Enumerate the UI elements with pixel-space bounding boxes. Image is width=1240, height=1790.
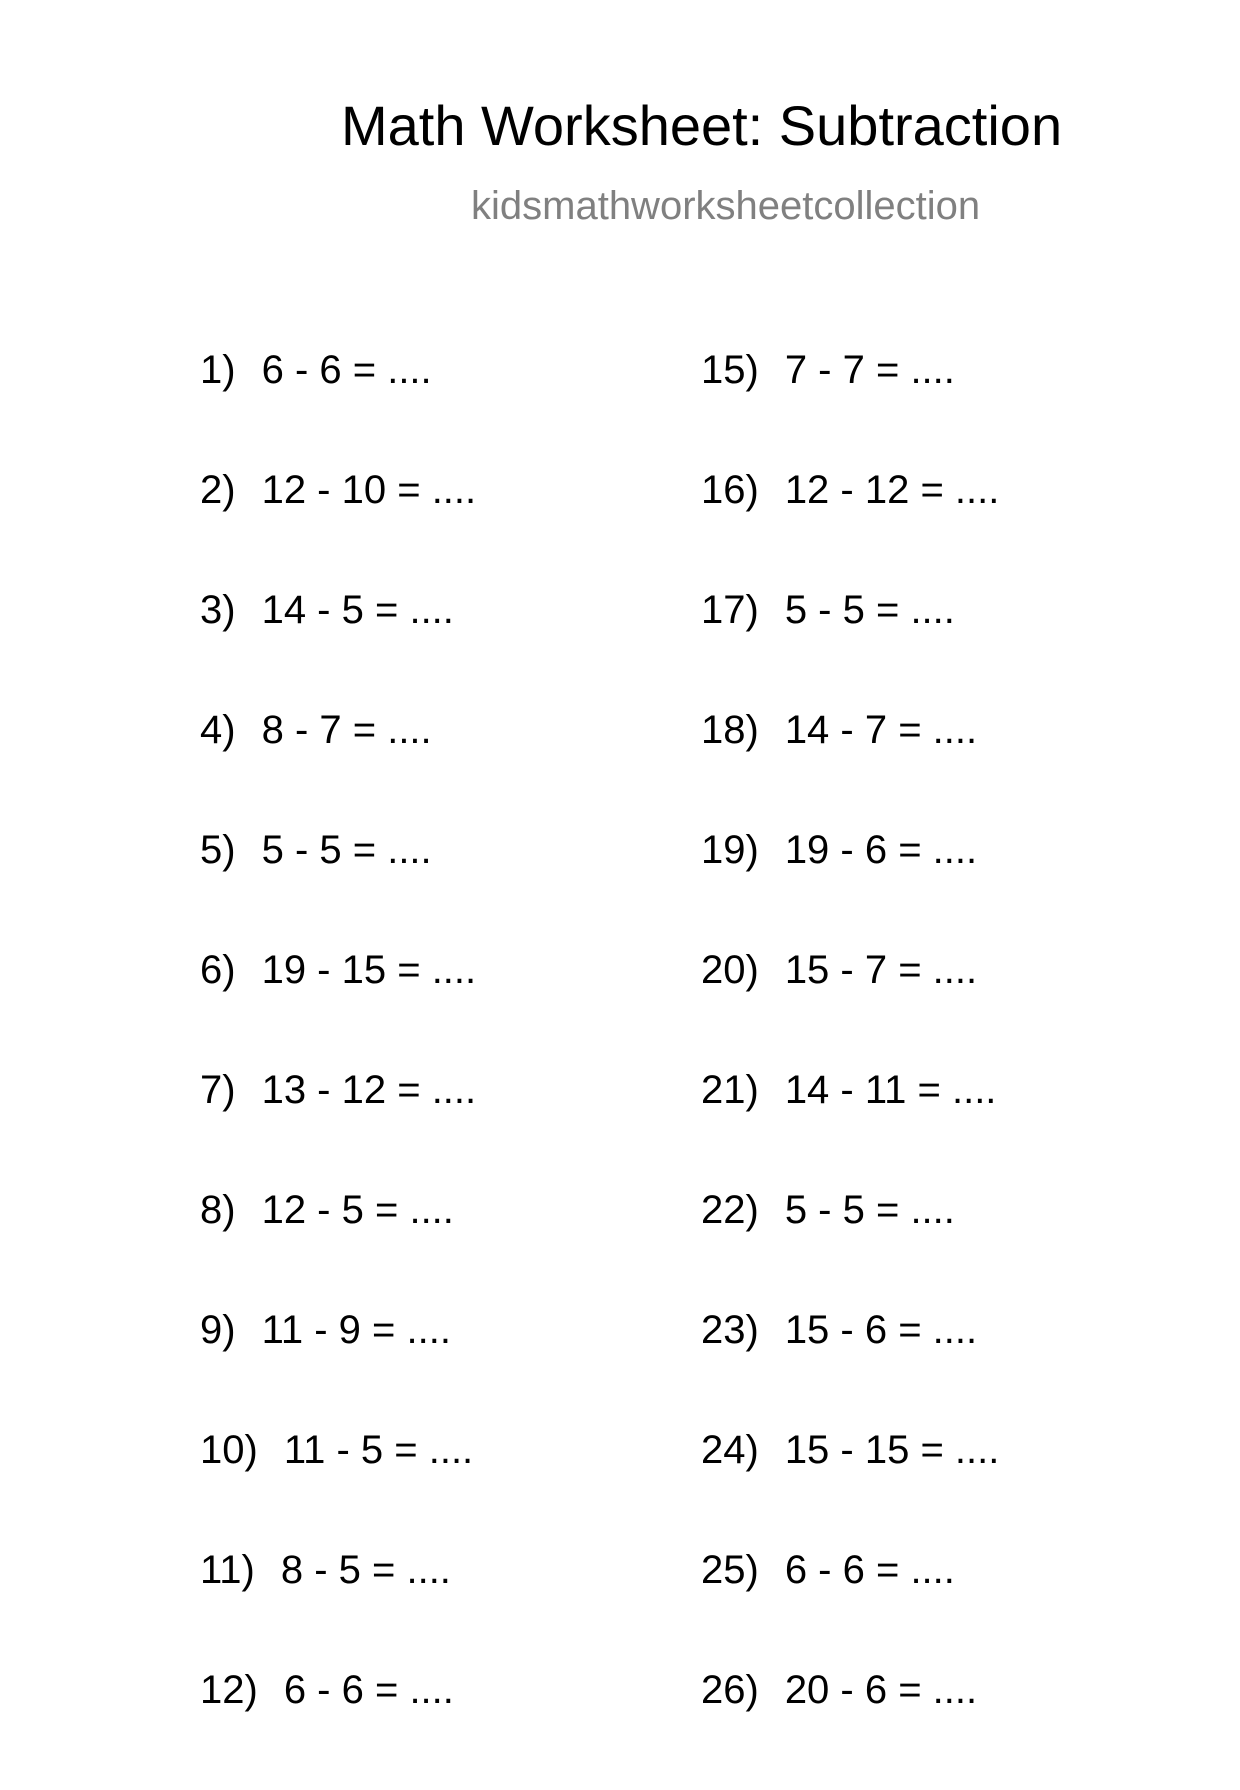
problem-expression: 6 - 6 = .... <box>283 1668 454 1712</box>
problem-item <box>200 1430 680 1550</box>
problem-number: 17) <box>701 588 759 632</box>
problem-item <box>200 830 680 950</box>
problem-expression: 12 - 12 = .... <box>784 468 1000 512</box>
worksheet-subtitle: kidsmathworksheetcollection <box>471 184 981 228</box>
problem-item <box>200 350 680 470</box>
problem-number: 4) <box>200 708 236 752</box>
problem-number: 7) <box>200 1068 236 1112</box>
problem-number: 9) <box>200 1308 236 1352</box>
problem-number: 8) <box>200 1188 236 1232</box>
problem-expression: 6 - 6 = .... <box>784 1548 955 1592</box>
problem-item <box>701 710 1181 830</box>
problem-number: 21) <box>701 1068 759 1112</box>
problem-expression: 5 - 5 = .... <box>261 828 432 872</box>
problem-expression: 14 - 5 = .... <box>261 588 454 632</box>
problem-number: 12) <box>200 1668 258 1712</box>
problem-expression: 19 - 15 = .... <box>261 948 477 992</box>
problem-number: 26) <box>701 1668 759 1712</box>
problem-expression: 11 - 5 = .... <box>283 1428 474 1472</box>
problem-number: 10) <box>200 1428 258 1472</box>
problem-item <box>701 830 1181 950</box>
problem-item <box>701 590 1181 710</box>
problem-item <box>200 710 680 830</box>
problem-item <box>200 1670 680 1790</box>
problem-number: 11) <box>200 1548 255 1592</box>
problem-expression: 8 - 5 = .... <box>280 1548 451 1592</box>
problem-item <box>200 950 680 1070</box>
problem-item <box>200 1550 680 1670</box>
problem-number: 5) <box>200 828 236 872</box>
problem-number: 3) <box>200 588 236 632</box>
problem-item <box>701 470 1181 590</box>
problem-column-left <box>200 350 680 1790</box>
problem-item <box>200 1070 680 1190</box>
problem-expression: 12 - 5 = .... <box>261 1188 454 1232</box>
problem-expression: 13 - 12 = .... <box>261 1068 477 1112</box>
problem-expression: 15 - 7 = .... <box>784 948 978 992</box>
problem-expression: 8 - 7 = .... <box>261 708 432 752</box>
problem-number: 1) <box>200 348 236 392</box>
problem-number: 25) <box>701 1548 759 1592</box>
problem-expression: 5 - 5 = .... <box>784 1188 955 1232</box>
problem-expression: 5 - 5 = .... <box>784 588 955 632</box>
problem-number: 23) <box>701 1308 759 1352</box>
problem-expression: 14 - 11 = .... <box>784 1068 997 1112</box>
problem-number: 2) <box>200 468 236 512</box>
problem-item <box>701 1550 1181 1670</box>
problem-expression: 14 - 7 = .... <box>784 708 978 752</box>
problem-expression: 19 - 6 = .... <box>784 828 978 872</box>
problem-item <box>701 1670 1181 1790</box>
problem-item <box>701 1310 1181 1430</box>
problem-item <box>701 950 1181 1070</box>
problem-expression: 20 - 6 = .... <box>784 1668 978 1712</box>
problem-expression: 15 - 6 = .... <box>784 1308 978 1352</box>
problem-expression: 11 - 9 = .... <box>261 1308 451 1352</box>
problem-number: 20) <box>701 948 759 992</box>
problem-expression: 7 - 7 = .... <box>784 348 955 392</box>
problem-expression: 15 - 15 = .... <box>784 1428 1000 1472</box>
problem-item <box>701 1190 1181 1310</box>
problem-item <box>701 1070 1181 1190</box>
problem-number: 18) <box>701 708 759 752</box>
problem-item <box>701 350 1181 470</box>
problem-item <box>701 1430 1181 1550</box>
problem-expression: 6 - 6 = .... <box>261 348 432 392</box>
problem-expression: 12 - 10 = .... <box>261 468 477 512</box>
worksheet-title: Math Worksheet: Subtraction <box>341 94 1063 157</box>
problem-number: 22) <box>701 1188 759 1232</box>
problem-item <box>200 1190 680 1310</box>
problem-item <box>200 590 680 710</box>
problem-number: 16) <box>701 468 759 512</box>
problem-number: 6) <box>200 948 236 992</box>
problem-item <box>200 1310 680 1430</box>
problem-number: 15) <box>701 348 759 392</box>
problem-number: 24) <box>701 1428 759 1472</box>
problem-number: 19) <box>701 828 759 872</box>
problem-column-right <box>701 350 1181 1790</box>
problem-item <box>200 470 680 590</box>
